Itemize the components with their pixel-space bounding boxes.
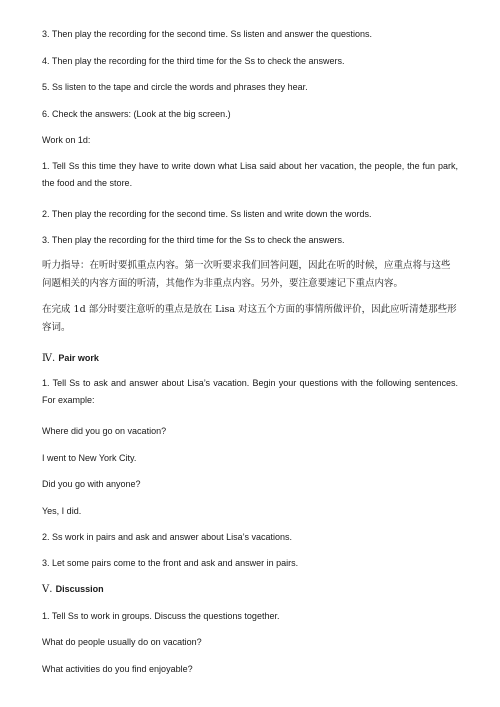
work-on-1d-label: Work on 1d: <box>42 135 91 145</box>
listening-guidance-paragraph: 听力指导：在听时要抓重点内容。第一次听要求我们回答问题，因此在听的时候，应重点将与这些问题相关的内容方面的听清，其他作为非重点内容。另外，要注意要速记下重点内容。 <box>42 260 451 289</box>
discussion-label: Discussion <box>55 584 104 594</box>
example-question-where: Where did you go on vacation? <box>42 426 167 436</box>
step-3-second-listening: 3. Then play the recording for the second time. Ss listen and answer the questions. <box>42 29 373 39</box>
example-answer-yes: Yes, I did. <box>42 506 82 516</box>
example-question-anyone: Did you go with anyone? <box>42 479 141 489</box>
pair-work-step-3: 3. Let some pairs come to the front and ask and answer in pairs. <box>42 558 299 568</box>
discussion-step-1: 1. Tell Ss to work in groups. Discuss the questions together. <box>42 611 280 621</box>
discussion-numeral: Ⅴ. <box>42 584 56 595</box>
1d-step-3-third-listening: 3. Then play the recording for the third time for the Ss to check the answers. <box>42 235 345 245</box>
step-5-circle-words: 5. Ss listen to the tape and circle the words and phrases they hear. <box>42 82 308 92</box>
pair-work-label: Pair work <box>58 353 99 363</box>
1d-focus-note-paragraph: 在完成 1d 部分时要注意听的重点是放在 Lisa 对这五个方面的事情所做评价，因此应听清楚那些形容词。 <box>42 304 457 333</box>
1d-step-2-second-listening: 2. Then play the recording for the second time. Ss listen and write down the words. <box>42 209 372 219</box>
discussion-heading <box>42 582 458 597</box>
example-answer-new-york: I went to New York City. <box>42 453 137 463</box>
pair-work-heading <box>42 351 458 366</box>
step-4-third-listening: 4. Then play the recording for the third time for the Ss to check the answers. <box>42 56 345 66</box>
1d-step-1-instructions: 1. Tell Ss this time they have to write down what Lisa said about her vacation, the people, the fun park, the food and the store. <box>42 161 458 188</box>
discussion-question-activities: What activities do you find enjoyable? <box>42 664 193 674</box>
pair-work-step-1-instructions: 1. Tell Ss to ask and answer about Lisa’s vacation. Begin your questions with the following sentences. For example: <box>42 378 458 405</box>
pair-work-step-2: 2. Ss work in pairs and ask and answer about Lisa’s vacations. <box>42 532 292 542</box>
discussion-question-vacation: What do people usually do on vacation? <box>42 637 202 647</box>
pair-work-numeral: Ⅳ. <box>42 353 59 364</box>
step-6-check-answers: 6. Check the answers: (Look at the big screen.) <box>42 109 231 119</box>
